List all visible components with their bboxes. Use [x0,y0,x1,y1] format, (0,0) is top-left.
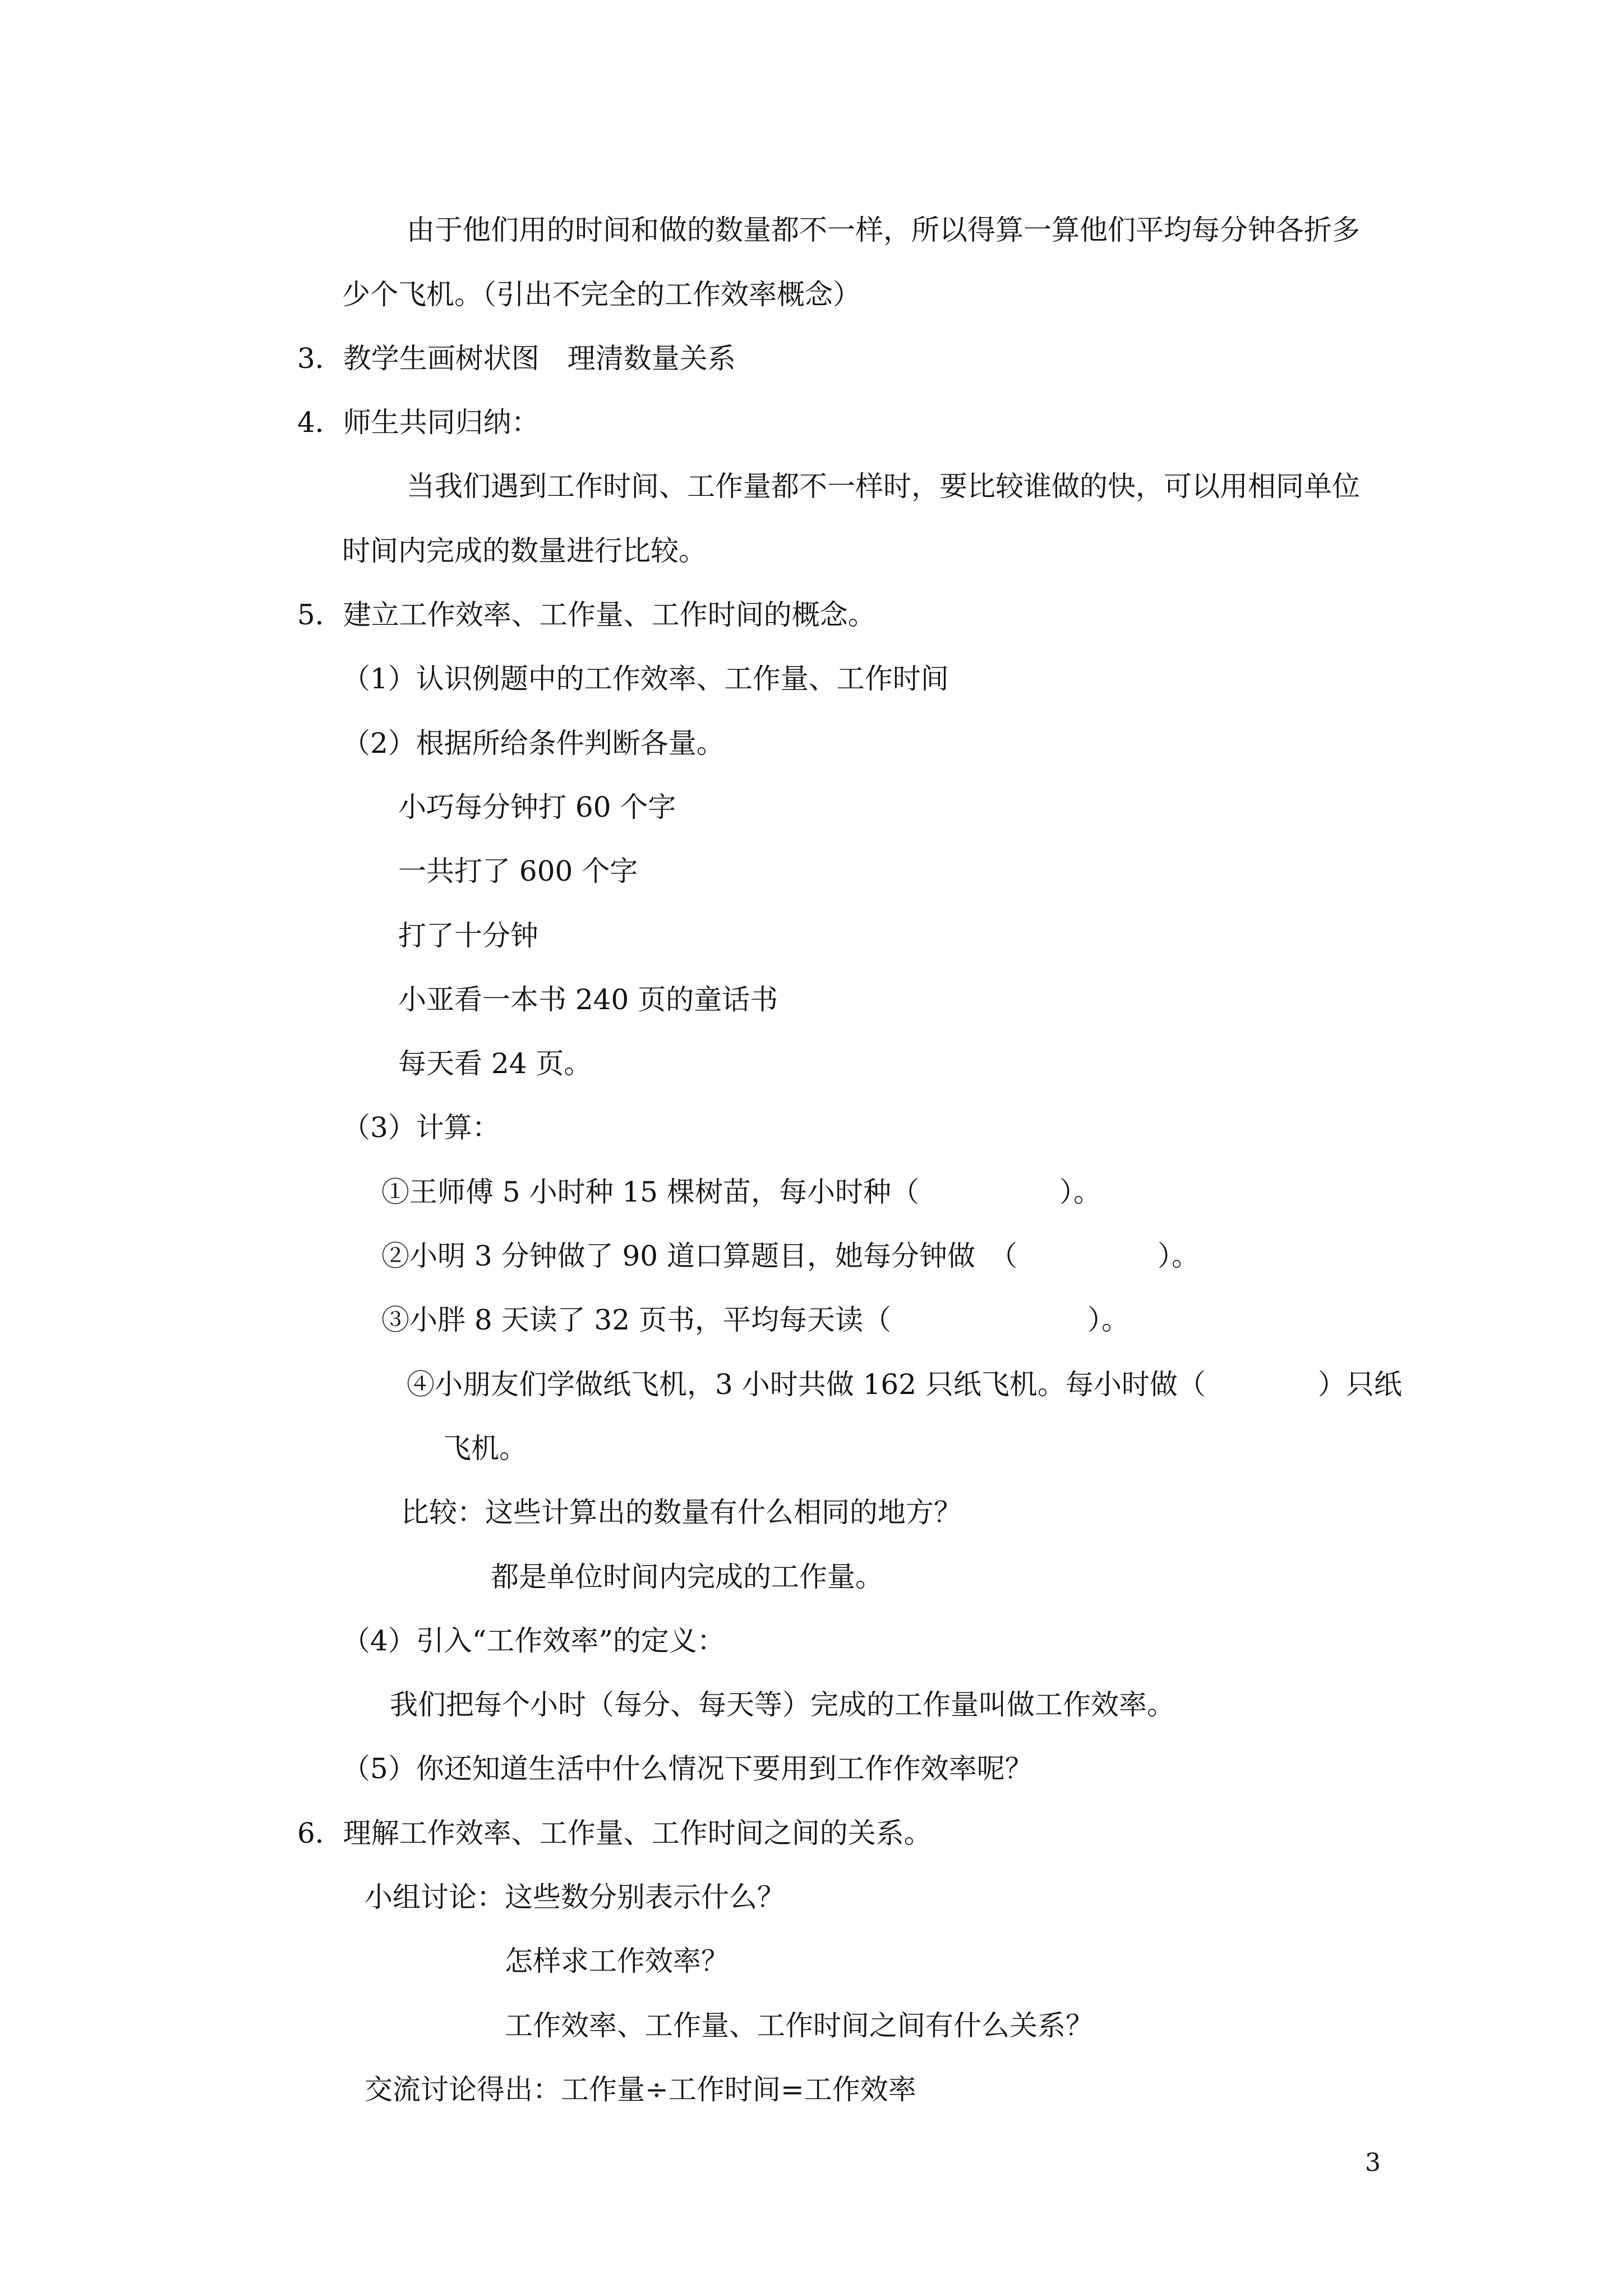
text-line-9: （2）根据所给条件判断各量。 [342,727,725,760]
text-line-28: 怎样求工作效率？ [505,1945,729,1977]
page-number: 3 [1365,2148,1381,2177]
text-line-26: 6．理解工作效率、工作量、工作时间之间的关系。 [297,1817,932,1849]
text-line-29: 工作效率、工作量、工作时间之间有什么关系？ [505,2009,1094,2042]
text-line-20: 飞机。 [443,1432,527,1465]
text-line-6: 时间内完成的数量进行比较。 [342,535,707,567]
text-line-18: ③小胖 8 天读了 32 页书，平均每天读（ ）。 [381,1304,1130,1336]
text-line-30: 交流讨论得出：工作量÷工作时间=工作效率 [365,2073,916,2106]
text-line-22: 都是单位时间内完成的工作量。 [491,1561,883,1593]
text-line-25: （5）你还知道生活中什么情况下要用到工作作效率呢？ [342,1752,1033,1785]
text-line-19: ④小朋友们学做纸飞机，3 小时共做 162 只纸飞机。每小时做（ ）只纸 [407,1368,1402,1401]
text-line-11: 一共打了 600 个字 [398,855,638,887]
text-line-13: 小亚看一本书 240 页的童话书 [398,983,778,1016]
text-line-7: 5．建立工作效率、工作量、工作时间的概念。 [297,599,876,631]
text-line-16: ①王师傅 5 小时种 15 棵树苗，每小时种（ ）。 [381,1176,1102,1208]
text-line-12: 打了十分钟 [398,919,538,952]
text-line-4: 4．师生共同归纳： [297,406,540,439]
text-line-3: 3．教学生画树状图 理清数量关系 [297,342,736,375]
text-line-27: 小组讨论：这些数分别表示什么？ [365,1881,785,1913]
text-line-15: （3）计算： [342,1111,500,1144]
text-line-10: 小巧每分钟打 60 个字 [398,791,676,823]
text-line-8: （1）认识例题中的工作效率、工作量、工作时间 [342,662,949,695]
text-line-5: 当我们遇到工作时间、工作量都不一样时，要比较谁做的快，可以用相同单位 [407,470,1360,503]
text-line-21: 比较：这些计算出的数量有什么相同的地方？ [401,1496,962,1529]
text-line-24: 我们把每个小时（每分、每天等）完成的工作量叫做工作效率。 [390,1688,1175,1721]
text-line-23: （4）引入“工作效率”的定义： [342,1625,725,1657]
text-line-2: 少个飞机。（引出不完全的工作效率概念） [342,278,861,311]
text-line-14: 每天看 24 页。 [398,1047,592,1080]
text-line-17: ②小明 3 分钟做了 90 道口算题目，她每分钟做 （ ）。 [381,1240,1200,1272]
text-line-1: 由于他们用的时间和做的数量都不一样，所以得算一算他们平均每分钟各折多 [407,214,1360,246]
